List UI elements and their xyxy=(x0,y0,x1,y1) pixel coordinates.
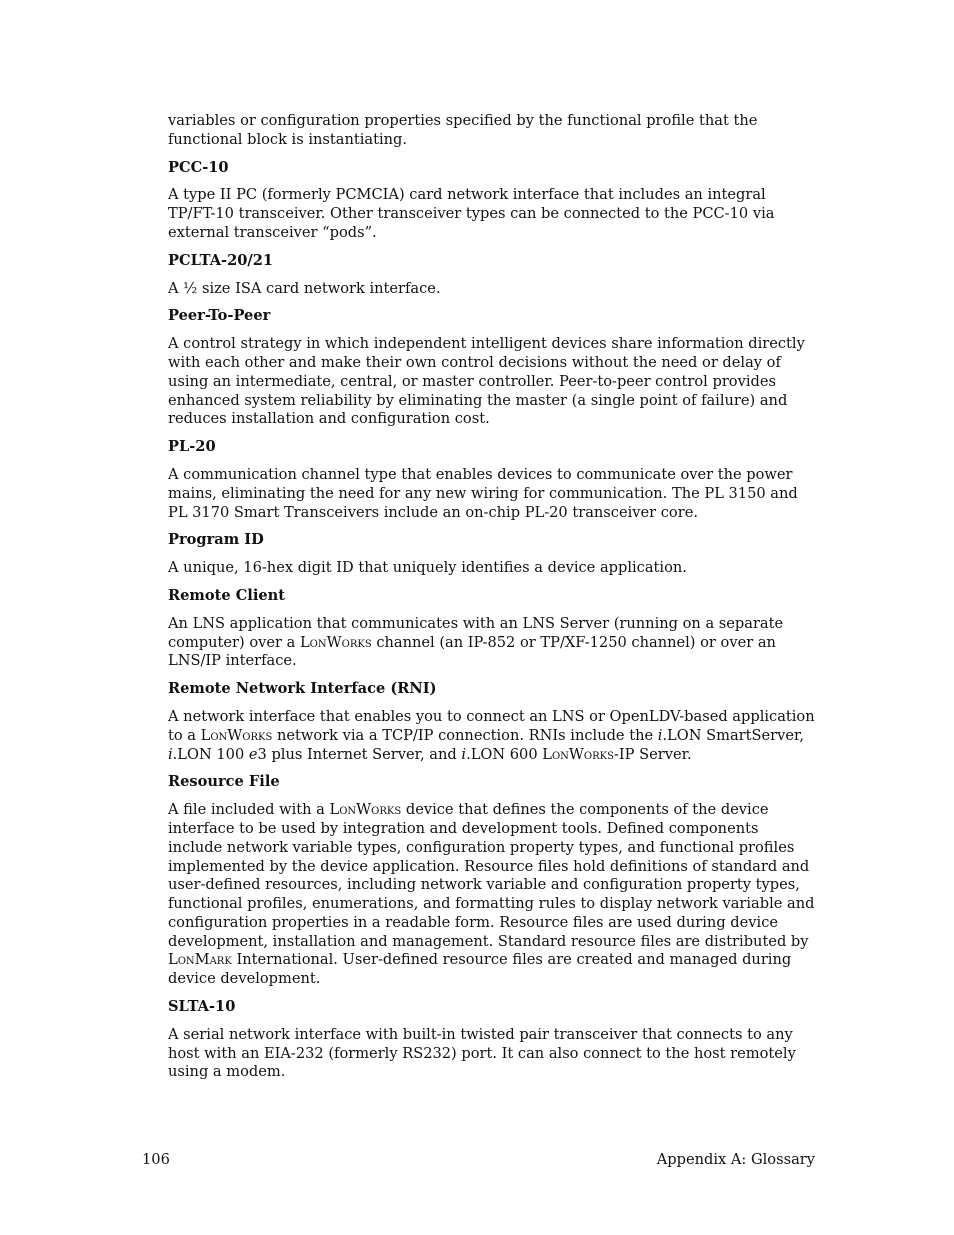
trademark-lonworks: LonWorks xyxy=(542,745,614,763)
definition-remote-network-interface xyxy=(168,708,816,764)
term-remote-client: Remote Client xyxy=(168,586,286,604)
def-text: .LON 100 xyxy=(172,745,249,763)
trademark-lonmark: LonMark xyxy=(168,951,232,969)
term-pclta-20-21: PCLTA-20/21 xyxy=(168,251,274,269)
definition-pl-20: A communication channel type that enables devices to communicate over the power mains, eliminating the need for any new wiring for communication. The PL 3150 and PL 3170 Smart Transceivers include an on-chip PL-20 transceiver core. xyxy=(168,465,798,521)
term-remote-network-interface: Remote Network Interface (RNI) xyxy=(168,680,437,698)
italic-i: i xyxy=(461,745,467,763)
trademark-lonworks: LonWorks xyxy=(329,801,402,819)
glossary-content xyxy=(168,112,816,1091)
term-program-id: Program ID xyxy=(168,531,264,549)
italic-i: i xyxy=(657,726,663,744)
def-text: A file included with a xyxy=(168,801,330,819)
def-text: device that defines the components of the device interface to be used by integration and development tools. Defined components include network variable types, configuration property types, and functional profiles implemented by the device application. Resource files hold definitions of standard and user-defined resources, including network variable and configuration property types, functional profiles, enumerations, and formatting rules to display network variable and configuration properties in a readable form. Resource files are used during device development, installation and management. Standard resource files are distributed by xyxy=(168,801,815,950)
definition-pclta-20-21: A ½ size ISA card network interface. xyxy=(168,279,441,297)
term-pcc-10: PCC-10 xyxy=(168,158,229,176)
term-slta-10: SLTA-10 xyxy=(168,998,236,1016)
def-text: An LNS application that communicates with an LNS Server (running on a separate computer) over a xyxy=(168,614,784,651)
definition-slta-10: A serial network interface with built-in twisted pair transceiver that connects to any host with an EIA-232 (formerly RS232) port. It can also connect to the host remotely using a modem. xyxy=(168,1025,796,1081)
lead-paragraph: variables or configuration properties specified by the functional profile that the functional block is instantiating. xyxy=(168,112,758,148)
trademark-lonworks: LonWorks xyxy=(200,726,273,744)
italic-i: i xyxy=(168,745,173,763)
term-resource-file: Resource File xyxy=(168,773,280,791)
page-number: 106 xyxy=(142,1151,170,1168)
def-text: -IP Server. xyxy=(613,745,692,763)
definition-remote-client xyxy=(168,615,816,671)
def-text: 3 plus Internet Server, and xyxy=(257,745,462,763)
definition-peer-to-peer: A control strategy in which independent intelligent devices share information directly with each other and make their own control decisions without the need or delay of using an intermediate, central, or master controller. Peer-to-peer control provides enhanced system reliability by eliminating the master (a single point of failure) and reduces installation and configuration cost. xyxy=(168,335,805,428)
def-text: network via a TCP/IP connection. RNIs include the xyxy=(272,726,658,744)
def-text: International. User-defined resource files are created and managed during device development. xyxy=(168,951,792,988)
term-pl-20: PL-20 xyxy=(168,438,216,456)
definition-resource-file xyxy=(168,801,816,989)
def-text: .LON SmartServer, xyxy=(662,726,805,744)
italic-e: e xyxy=(248,745,258,763)
def-text: A network interface that enables you to connect an LNS or OpenLDV-based application to a xyxy=(168,707,815,744)
definition-pcc-10: A type II PC (formerly PCMCIA) card network interface that includes an integral TP/FT-10 transceiver. Other transceiver types can be connected to the PCC-10 via external transceiver “pods”. xyxy=(168,186,775,241)
term-peer-to-peer: Peer-To-Peer xyxy=(168,307,271,325)
trademark-lonworks: LonWorks xyxy=(299,633,372,651)
def-text: channel (an IP-852 or TP/XF-1250 channel) or over an LNS/IP interface. xyxy=(168,633,776,670)
def-text: .LON 600 xyxy=(466,745,543,763)
footer-section-title: Appendix A: Glossary xyxy=(656,1151,815,1168)
definition-program-id: A unique, 16-hex digit ID that uniquely identifies a device application. xyxy=(168,559,687,577)
